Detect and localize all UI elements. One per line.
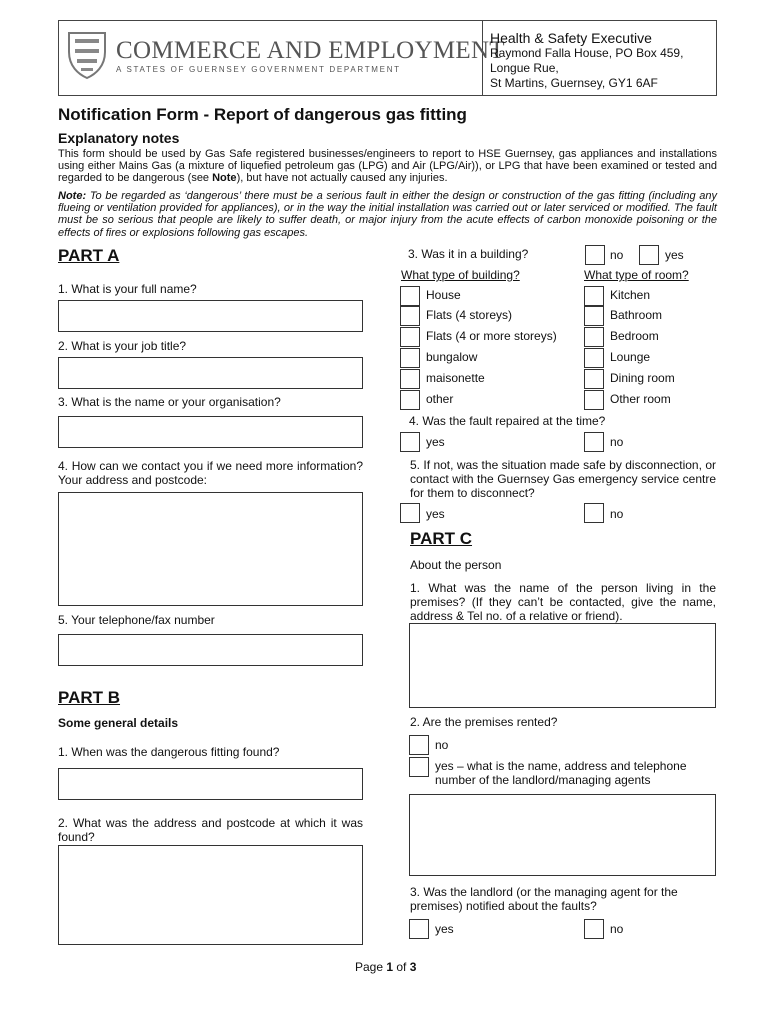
fault-repaired-question: 4. Was the fault repaired at the time?: [409, 414, 606, 428]
part-c-q3-label: 3. Was the landlord (or the managing agent for the premises) notified about the faults?: [410, 885, 678, 913]
room-dining-label: Dining room: [610, 371, 675, 385]
made-safe-no-label: no: [610, 507, 624, 521]
note-label: Note:: [58, 190, 87, 202]
room-bathroom-label: Bathroom: [610, 308, 663, 322]
building-maisonette-label: maisonette: [426, 371, 485, 385]
landlord-notified-yes-checkbox[interactable]: [409, 919, 429, 939]
part-c-about: About the person: [410, 558, 502, 572]
rented-no-checkbox[interactable]: [409, 735, 429, 755]
telephone-fax-input[interactable]: [58, 634, 363, 666]
room-lounge-label: Lounge: [610, 350, 651, 364]
page-prefix: Page: [355, 960, 387, 974]
building-bungalow-checkbox[interactable]: [400, 348, 420, 368]
page-mid: of: [393, 960, 410, 974]
room-other-label: Other room: [610, 392, 671, 406]
building-other-label: other: [426, 392, 454, 406]
in-building-no-label: no: [610, 248, 624, 262]
part-c-q1-label: 1. What was the name of the person living in the premises? (If they can’t be contacted, give the name, address & Tel no. of a relative or friend).: [410, 581, 716, 623]
org-subtitle: A STATES OF GUERNSEY GOVERNMENT DEPARTMENT: [116, 65, 401, 74]
in-building-yes-checkbox[interactable]: [639, 245, 659, 265]
part-c-q2-label: 2. Are the premises rented?: [410, 715, 558, 729]
building-question: 3. Was it in a building?: [408, 247, 529, 261]
room-kitchen-label: Kitchen: [610, 288, 651, 302]
building-house-checkbox[interactable]: [400, 286, 420, 306]
full-name-input[interactable]: [58, 300, 363, 332]
building-flats-4-checkbox[interactable]: [400, 306, 420, 326]
building-other-checkbox[interactable]: [400, 390, 420, 410]
date-found-input[interactable]: [58, 768, 363, 800]
building-flats-4-more-checkbox[interactable]: [400, 327, 420, 347]
landlord-notified-no-checkbox[interactable]: [584, 919, 604, 939]
notes-note: [58, 190, 717, 239]
building-flats-4-label: Flats (4 storeys): [426, 308, 513, 322]
note-text: To be regarded as ‘dangerous’ there must be a serious fault in either the design or construction of the gas fitting (including any flueing or ventilation provided for appliances), or in the way the initial installation was carried out or later serviced or modified. The fault must be so serious that people are likely to suffer death, or major injury from the acute effects of carbon monoxide poisoning or the effects of fires or explosions following gas escapes.: [58, 190, 717, 239]
part-b-title: PART B: [58, 688, 121, 707]
part-a-q3-label: 3. What is the name or your organisation?: [58, 395, 281, 409]
landlord-notified-no-label: no: [610, 922, 624, 936]
room-other-checkbox[interactable]: [584, 390, 604, 410]
resident-name-input[interactable]: [409, 623, 716, 708]
room-lounge-checkbox[interactable]: [584, 348, 604, 368]
part-b-q1-label: 1. When was the dangerous fitting found?: [58, 745, 280, 759]
room-dining-checkbox[interactable]: [584, 369, 604, 389]
contact-address-input[interactable]: [58, 492, 363, 606]
made-safe-question: 5. If not, was the situation made safe by disconnection, or contact with the Guernsey Gas emergency service centre for them to disconnect?: [410, 458, 716, 500]
in-building-no-checkbox[interactable]: [585, 245, 605, 265]
landlord-details-input[interactable]: [409, 794, 716, 876]
building-flats-4-more-label: Flats (4 or more storeys): [426, 329, 557, 343]
made-safe-yes-checkbox[interactable]: [400, 503, 420, 523]
fault-repaired-yes-checkbox[interactable]: [400, 432, 420, 452]
part-b-subtitle: Some general details: [58, 716, 179, 730]
made-safe-yes-label: yes: [426, 507, 445, 521]
fault-repaired-no-checkbox[interactable]: [584, 432, 604, 452]
rented-yes-checkbox[interactable]: [409, 757, 429, 777]
page-number: [355, 960, 416, 974]
building-house-label: House: [426, 288, 461, 302]
notes-text-a: This form should be used by Gas Safe registered businesses/engineers to report to HSE Guernsey, gas appliances and installations using either Mains Gas (a mixture of liquefied petroleum gas (LPG) and Air (LPG/Air)), or LPG that have been examined or tested and regarded to be dangerous (see: [58, 148, 717, 185]
fault-repaired-yes-label: yes: [426, 435, 445, 449]
room-kitchen-checkbox[interactable]: [584, 286, 604, 306]
landlord-notified-yes-label: yes: [435, 922, 454, 936]
room-bedroom-checkbox[interactable]: [584, 327, 604, 347]
part-c-title: PART C: [410, 529, 473, 548]
room-bedroom-label: Bedroom: [610, 329, 659, 343]
rented-no-label: no: [435, 738, 449, 752]
fault-repaired-no-label: no: [610, 435, 624, 449]
page-current: 1: [386, 960, 394, 974]
building-type-label: What type of building?: [401, 268, 520, 282]
notes-heading: Explanatory notes: [58, 130, 180, 146]
part-b-q2-label: 2. What was the address and postcode at which it was found?: [58, 816, 363, 844]
part-a-q2-label: 2. What is your job title?: [58, 339, 187, 353]
building-bungalow-label: bungalow: [426, 350, 478, 364]
room-bathroom-checkbox[interactable]: [584, 306, 604, 326]
job-title-input[interactable]: [58, 357, 363, 389]
agency-address-line-3: St Martins, Guernsey, GY1 6AF: [490, 76, 658, 90]
in-building-yes-label: yes: [665, 248, 684, 262]
part-a-q1-label: 1. What is your full name?: [58, 282, 197, 296]
room-type-label: What type of room?: [584, 268, 689, 282]
page-total: 3: [409, 960, 417, 974]
part-a-q5-label: 5. Your telephone/fax number: [58, 613, 215, 627]
notes-paragraph: [58, 148, 717, 185]
notes-note-ref: Note: [212, 172, 237, 185]
guernsey-crest-logo: [66, 30, 108, 80]
notes-text-b: ), but have not actually caused any injuries.: [236, 172, 448, 185]
made-safe-no-checkbox[interactable]: [584, 503, 604, 523]
org-name: COMMERCE AND EMPLOYMENT: [116, 37, 505, 64]
part-a-q4-label: 4. How can we contact you if we need more information? Your address and postcode:: [58, 459, 363, 487]
building-maisonette-checkbox[interactable]: [400, 369, 420, 389]
found-address-input[interactable]: [58, 845, 363, 945]
agency-address-line-2: Longue Rue,: [490, 61, 559, 75]
part-a-title: PART A: [58, 246, 120, 265]
organisation-name-input[interactable]: [58, 416, 363, 448]
agency-name: Health & Safety Executive: [490, 30, 652, 46]
rented-yes-label: yes – what is the name, address and telephone number of the landlord/managing agents: [435, 759, 687, 787]
agency-address-line-1: Raymond Falla House, PO Box 459,: [490, 46, 684, 60]
form-title: Notification Form - Report of dangerous gas fitting: [58, 105, 467, 124]
